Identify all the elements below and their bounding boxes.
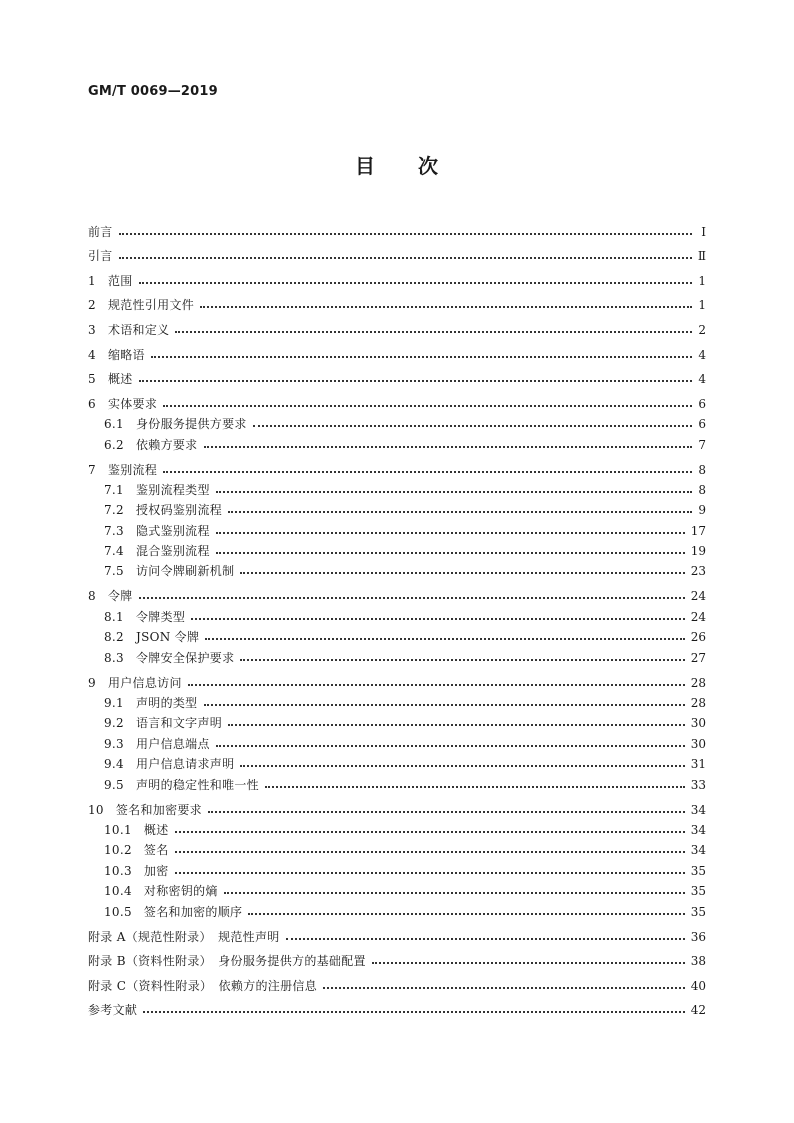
toc-entry-page: 6 xyxy=(698,417,706,432)
toc-entry-number: 9.3 xyxy=(104,736,124,751)
toc-entry-number: 2 xyxy=(88,298,96,313)
toc-entry[interactable] xyxy=(88,690,706,710)
toc-entry-page: 6 xyxy=(698,396,706,411)
toc-entry[interactable] xyxy=(88,919,706,944)
toc-entry-number: 8 xyxy=(88,589,96,604)
toc-entry-page: 24 xyxy=(690,589,706,604)
toc-entry[interactable] xyxy=(88,497,706,517)
toc-entry-label xyxy=(88,298,194,312)
toc-entry[interactable] xyxy=(88,857,706,877)
toc-dot-leader xyxy=(205,628,684,640)
toc-dot-leader xyxy=(175,841,685,853)
toc-entry-page: 30 xyxy=(690,716,706,731)
toc-entry-number: 7.3 xyxy=(104,523,124,538)
toc-entry-title: 概述 xyxy=(143,823,169,837)
toc-entry-title: 声明的类型 xyxy=(135,696,198,711)
toc-entry-number: 9.5 xyxy=(104,777,124,792)
toc-entry-label xyxy=(88,348,145,362)
toc-entry-title: 签名和加密要求 xyxy=(115,802,202,817)
toc-entry-label xyxy=(104,417,247,431)
toc-entry[interactable] xyxy=(88,751,706,771)
toc-entry[interactable] xyxy=(88,944,706,969)
toc-entry-page: 38 xyxy=(690,954,706,969)
toc-entry-label xyxy=(104,524,210,538)
toc-entry-label xyxy=(104,544,210,558)
toc-dot-leader xyxy=(204,694,685,706)
toc-entry-page: 35 xyxy=(690,884,706,899)
toc-entry-number: 5 xyxy=(88,372,96,387)
toc-entry-label xyxy=(104,483,210,497)
toc-entry[interactable] xyxy=(88,239,706,264)
toc-entry-title: 声明的稳定性和唯一性 xyxy=(135,777,259,792)
toc-entry-title: 授权码鉴别流程 xyxy=(135,503,223,518)
toc-entry-label xyxy=(104,630,199,644)
toc-entry-label xyxy=(104,864,169,878)
toc-entry-number: 7.1 xyxy=(104,482,124,497)
toc-entry-page: 28 xyxy=(690,696,706,711)
toc-entry-title: JSON 令牌 xyxy=(135,630,200,645)
toc-entry-title: 依赖方要求 xyxy=(135,437,198,452)
toc-entry-title: 附录 B（资料性附录） 身份服务提供方的基础配置 xyxy=(88,954,366,969)
toc-entry-title: 实体要求 xyxy=(107,396,158,411)
toc-entry-page: 19 xyxy=(690,544,706,559)
toc-entry-page: 34 xyxy=(690,843,706,858)
toc-entry[interactable] xyxy=(88,730,706,750)
toc-entry[interactable] xyxy=(88,644,706,664)
toc-entry-label xyxy=(88,676,182,690)
toc-entry-number: 10.3 xyxy=(104,863,132,878)
toc-entry-label xyxy=(104,503,222,517)
toc-entry-number: 8.2 xyxy=(104,630,124,645)
toc-entry[interactable] xyxy=(88,288,706,313)
toc-entry-number: 1 xyxy=(88,273,96,288)
toc-dot-leader xyxy=(119,223,692,235)
toc-entry-page: 1 xyxy=(698,273,706,288)
toc-entry-page: 30 xyxy=(690,736,706,751)
toc-entry[interactable] xyxy=(88,517,706,537)
toc-entry[interactable] xyxy=(88,558,706,578)
toc-entry-label xyxy=(88,274,133,288)
toc-entry-title: 身份服务提供方要求 xyxy=(135,417,247,432)
toc-dot-leader xyxy=(323,977,685,989)
toc-entry[interactable] xyxy=(88,968,706,993)
toc-entry-label xyxy=(88,249,113,263)
toc-entry-page: 42 xyxy=(690,1003,706,1018)
toc-entry-label xyxy=(88,323,169,337)
toc-entry-number: 10.1 xyxy=(104,823,132,837)
toc-entry[interactable] xyxy=(88,452,706,477)
toc-entry-label xyxy=(88,803,202,817)
toc-entry-number: 3 xyxy=(88,322,96,337)
toc-dot-leader xyxy=(175,321,692,333)
toc-dot-leader xyxy=(224,882,685,894)
toc-entry-label xyxy=(88,589,133,603)
toc-dot-leader xyxy=(204,436,693,448)
toc-dot-leader xyxy=(188,674,685,686)
toc-entry-title: 范围 xyxy=(107,273,133,288)
toc-dot-leader xyxy=(228,501,692,513)
toc-dot-leader xyxy=(216,542,685,554)
toc-entry-label xyxy=(104,757,234,771)
toc-entry-number: 8.1 xyxy=(104,609,124,624)
toc-entry-page: 4 xyxy=(698,347,706,362)
toc-dot-leader xyxy=(265,776,685,788)
toc-entry-title: 加密 xyxy=(143,863,169,878)
toc-entry-number: 9.4 xyxy=(104,757,124,772)
toc-entry-label xyxy=(104,905,242,919)
toc-entry[interactable] xyxy=(88,771,706,791)
toc-entry[interactable] xyxy=(88,214,706,239)
toc-dot-leader xyxy=(286,928,685,940)
toc-entry-label xyxy=(104,438,198,452)
toc-dot-leader xyxy=(175,821,685,833)
toc-entry[interactable] xyxy=(88,578,706,603)
toc-entry-page: 17 xyxy=(690,523,706,538)
toc-entry-page: 26 xyxy=(690,630,706,645)
toc-entry[interactable] xyxy=(88,431,706,451)
toc-entry-page: 23 xyxy=(690,564,706,579)
toc-entry-label xyxy=(88,1003,137,1017)
toc-dot-leader xyxy=(191,608,685,620)
toc-dot-leader xyxy=(228,714,685,726)
toc-entry-title: 令牌安全保护要求 xyxy=(135,650,235,665)
toc-entry-title: 对称密钥的熵 xyxy=(143,884,218,899)
toc-entry[interactable] xyxy=(88,362,706,387)
toc-entry[interactable] xyxy=(88,312,706,337)
toc-dot-leader xyxy=(240,755,684,767)
toc-entry[interactable] xyxy=(88,898,706,918)
toc-dot-leader xyxy=(163,461,692,473)
toc-entry-title: 令牌类型 xyxy=(135,609,186,624)
toc-entry-number: 7.5 xyxy=(104,564,124,579)
toc-entry-page: 36 xyxy=(690,929,706,944)
toc-entry[interactable] xyxy=(88,386,706,411)
page-title: 目 次 xyxy=(355,154,439,178)
toc-entry-title: 附录 C（资料性附录） 依赖方的注册信息 xyxy=(88,978,317,993)
toc-entry-number: 6.1 xyxy=(104,417,124,432)
toc-entry-title: 混合鉴别流程 xyxy=(135,544,210,559)
toc-entry-number: 7 xyxy=(88,462,96,477)
toc-entry-number: 10.2 xyxy=(104,843,132,858)
toc-entry-number: 9 xyxy=(88,675,96,690)
toc-entry-number: 6.2 xyxy=(104,437,124,452)
toc-entry-label xyxy=(104,696,198,710)
toc-entry[interactable] xyxy=(88,477,706,497)
toc-entry-label xyxy=(88,954,366,968)
toc-entry[interactable] xyxy=(88,603,706,623)
toc-entry-label xyxy=(104,823,169,837)
toc-entry-page: 1 xyxy=(698,298,706,313)
toc-entry-label xyxy=(104,884,218,898)
toc-entry-page: 33 xyxy=(690,777,706,792)
toc-entry-page: 35 xyxy=(690,863,706,878)
toc-entry-title: 签名 xyxy=(143,843,169,858)
toc-entry[interactable] xyxy=(88,411,706,431)
toc-entry-number: 9.1 xyxy=(104,696,124,711)
toc-entry-page: 35 xyxy=(690,904,706,919)
toc-entry-page: 2 xyxy=(698,322,706,337)
toc-dot-leader xyxy=(200,296,692,308)
toc-entry-number: 9.2 xyxy=(104,716,124,731)
toc-entry[interactable] xyxy=(88,878,706,898)
toc-entry-number: 8.3 xyxy=(104,650,124,665)
toc-entry-page: 24 xyxy=(690,609,706,624)
toc-dot-leader xyxy=(253,415,692,427)
toc-dot-leader xyxy=(139,370,692,382)
toc-dot-leader xyxy=(208,801,685,813)
toc-entry[interactable] xyxy=(88,665,706,690)
toc-entry-label xyxy=(88,463,157,477)
toc-entry-page: 27 xyxy=(690,650,706,665)
toc-entry[interactable] xyxy=(88,710,706,730)
toc-entry-label xyxy=(104,564,234,578)
toc-entry-label xyxy=(104,610,185,624)
toc-entry-page: 34 xyxy=(690,802,706,817)
toc-dot-leader xyxy=(119,247,692,259)
toc-entry-page: Ⅰ xyxy=(701,224,706,239)
toc-entry[interactable] xyxy=(88,624,706,644)
toc-entry-number: 6 xyxy=(88,396,96,411)
toc-entry-title: 参考文献 xyxy=(88,1003,138,1018)
toc-entry-title: 访问令牌刷新机制 xyxy=(135,564,235,579)
toc-entry-title: 前言 xyxy=(88,224,113,239)
toc-entry[interactable] xyxy=(88,263,706,288)
toc-dot-leader xyxy=(139,587,685,599)
toc-entry-title: 缩略语 xyxy=(107,347,145,362)
toc-entry-number: 10 xyxy=(88,802,104,817)
toc-entry-label xyxy=(88,397,157,411)
toc-entry-title: 签名和加密的顺序 xyxy=(143,904,243,919)
toc-dot-leader xyxy=(216,735,685,747)
toc-entry-page: 9 xyxy=(698,503,706,518)
toc-entry[interactable] xyxy=(88,337,706,362)
toc-entry-title: 语言和文字声明 xyxy=(135,716,223,731)
toc-dot-leader xyxy=(216,481,692,493)
toc-entry-label xyxy=(104,651,234,665)
toc-dot-leader xyxy=(216,522,685,534)
toc-entry-page: 4 xyxy=(698,372,706,387)
toc-entry-title: 鉴别流程类型 xyxy=(135,482,210,497)
toc-entry-title: 概述 xyxy=(107,372,133,387)
toc-entry[interactable] xyxy=(88,538,706,558)
toc-entry-title: 术语和定义 xyxy=(107,322,170,337)
toc-entry-title: 令牌 xyxy=(107,589,133,604)
toc-dot-leader xyxy=(175,862,685,874)
toc-entry-number: 10.4 xyxy=(104,884,132,899)
toc-dot-leader xyxy=(372,952,685,964)
toc-dot-leader xyxy=(143,1001,685,1013)
toc-dot-leader xyxy=(139,272,692,284)
toc-dot-leader xyxy=(151,346,692,358)
toc-entry-label xyxy=(88,930,280,944)
toc-dot-leader xyxy=(163,395,692,407)
toc-entry-number: 7.4 xyxy=(104,544,124,559)
toc-entry-title: 引言 xyxy=(88,249,113,264)
toc-entry-title: 用户信息端点 xyxy=(135,736,210,751)
toc-entry-label xyxy=(104,716,222,730)
toc-entry-number: 10.5 xyxy=(104,904,132,919)
toc-dot-leader xyxy=(248,903,684,915)
toc-entry-page: Ⅱ xyxy=(697,249,706,264)
toc-entry-label xyxy=(88,372,133,386)
toc-entry-label xyxy=(104,778,259,792)
toc-entry[interactable] xyxy=(88,817,706,837)
toc-entry-page: 7 xyxy=(698,437,706,452)
toc-entry[interactable] xyxy=(88,792,706,817)
toc-entry-label xyxy=(88,225,113,239)
standard-code: GM/T 0069—2019 xyxy=(88,84,218,99)
toc-entry-page: 28 xyxy=(690,675,706,690)
toc-entry-label xyxy=(104,843,169,857)
toc-dot-leader xyxy=(240,649,684,661)
toc-entry-page: 34 xyxy=(690,823,706,837)
toc-entry-number: 4 xyxy=(88,347,96,362)
toc-entry[interactable] xyxy=(88,837,706,857)
toc-entry-label xyxy=(88,979,317,993)
toc-entry-title: 鉴别流程 xyxy=(107,462,158,477)
toc-entry-title: 隐式鉴别流程 xyxy=(135,523,210,538)
toc-dot-leader xyxy=(240,562,684,574)
toc-entry-title: 用户信息请求声明 xyxy=(135,757,235,772)
toc-entry-page: 8 xyxy=(698,462,706,477)
toc-entry-title: 规范性引用文件 xyxy=(107,298,195,313)
toc-entry-page: 8 xyxy=(698,482,706,497)
toc-entry-page: 31 xyxy=(690,757,706,772)
toc-entry-label xyxy=(104,737,210,751)
toc-entry-title: 用户信息访问 xyxy=(107,675,182,690)
toc-entry-title: 附录 A（规范性附录） 规范性声明 xyxy=(88,929,280,944)
toc-entry-number: 7.2 xyxy=(104,503,124,518)
table-of-contents xyxy=(88,214,706,1017)
toc-entry[interactable] xyxy=(88,993,706,1018)
toc-entry-page: 40 xyxy=(690,978,706,993)
